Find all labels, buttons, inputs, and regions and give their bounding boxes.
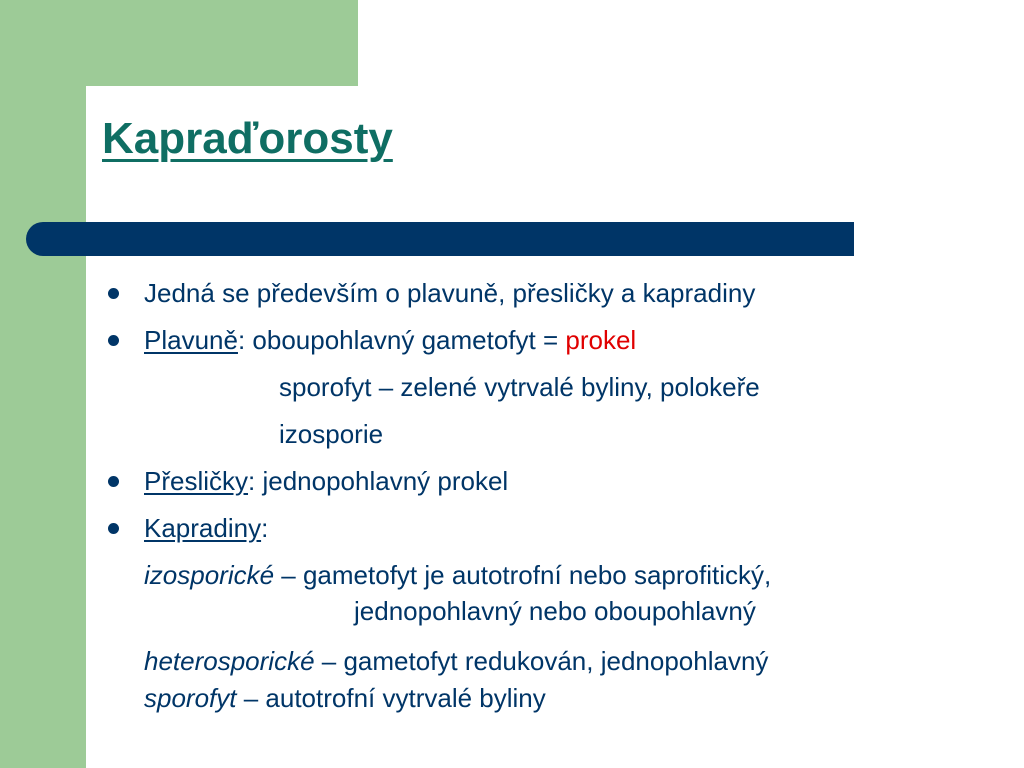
sub-line <box>144 646 768 676</box>
bullet-continuation <box>279 419 383 449</box>
sub-term: sporofyt <box>144 683 237 713</box>
sub-text: – gametofyt je autotrofní nebo saprofitický, <box>274 560 772 590</box>
bullet-colon: : <box>248 466 256 496</box>
slide-title: Kapraďorosty <box>102 114 393 163</box>
bullet-continuation <box>279 372 760 402</box>
bullet-term: Přesličky <box>144 466 249 496</box>
bullet-item <box>144 325 636 355</box>
sub-text: – gametofyt redukován, jednopohlavný <box>314 646 769 676</box>
sub-term: heterosporické <box>144 646 315 676</box>
bullet-colon: : <box>261 513 269 543</box>
sub-line <box>144 560 771 590</box>
bullet-text: jednopohlavný prokel <box>255 466 509 496</box>
bullet-item <box>144 513 268 543</box>
bullet-icon <box>108 523 119 534</box>
sub-text: – autotrofní vytrvalé byliny <box>236 683 546 713</box>
bullet-item <box>144 466 508 496</box>
bullet-term: Plavuně <box>144 325 238 355</box>
bullet-text: oboupohlavný gametofyt = <box>245 325 566 355</box>
bullet-text: Jedná se především o plavuně, přesličky a kapradiny <box>144 278 756 308</box>
bullet-item <box>144 278 755 308</box>
sub-term: izosporické <box>144 560 275 590</box>
bullet-term: Kapradiny <box>144 513 262 543</box>
continuation-text: izosporie <box>279 419 384 449</box>
bullet-colon: : <box>237 325 246 355</box>
bullet-icon <box>108 476 119 487</box>
sub-text: jednopohlavný nebo oboupohlavný <box>354 596 756 626</box>
bullet-icon <box>108 335 119 346</box>
bullet-icon <box>108 288 119 299</box>
sub-line <box>144 683 546 713</box>
continuation-text: sporofyt – zelené vytrvalé byliny, polokeře <box>279 372 760 402</box>
highlight-term: prokel <box>565 325 637 355</box>
sub-line <box>354 596 756 626</box>
